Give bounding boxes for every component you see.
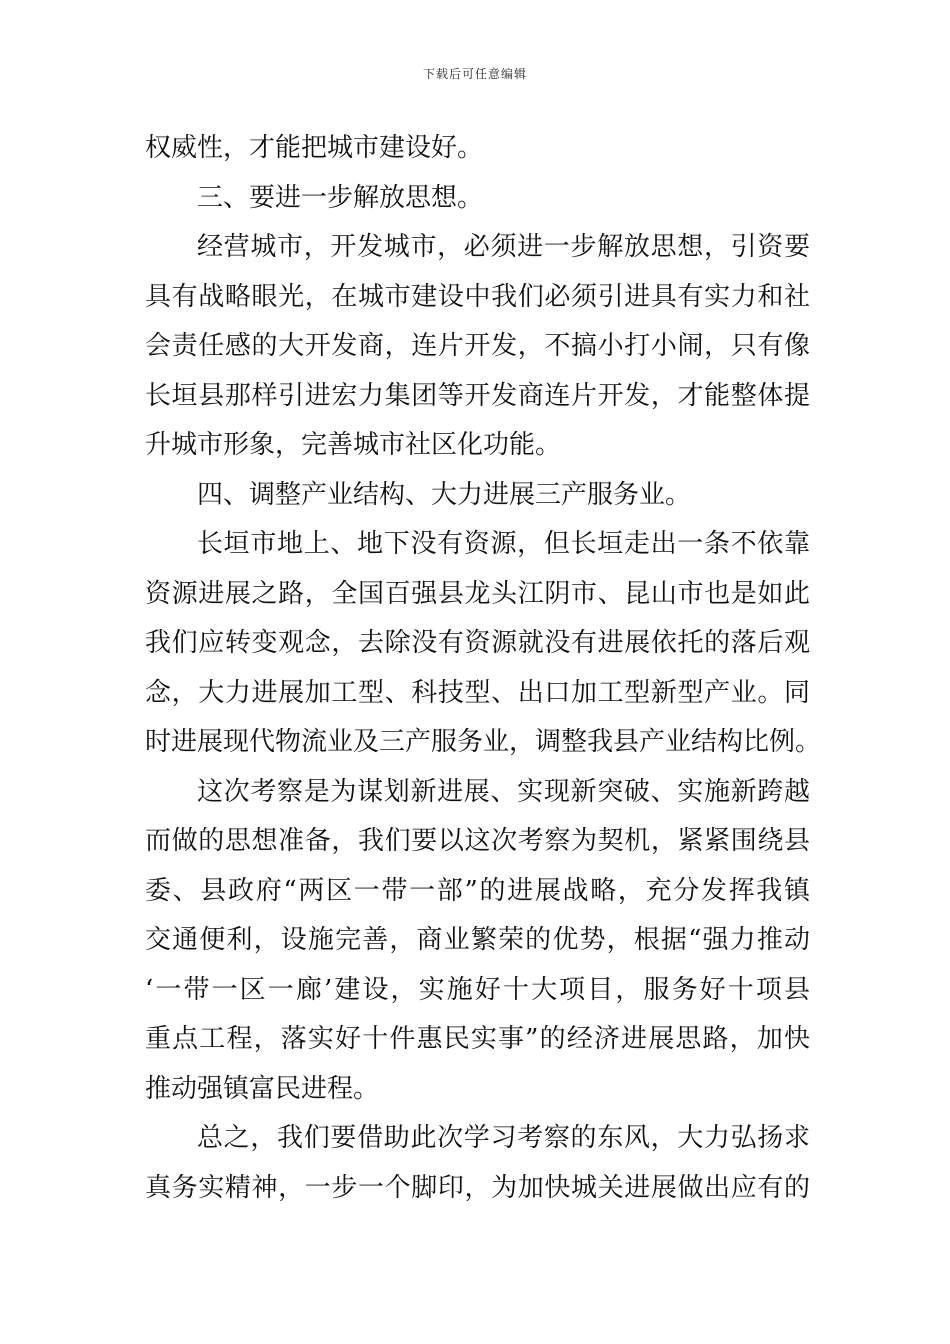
section-heading: 四、调整产业结构、大力进展三产服务业。 xyxy=(197,479,692,510)
text-line: 交通便利，设施完善，商业繁荣的优势，根据“强力推动 xyxy=(145,925,810,955)
text-line: 委、县政府“两区一带一部”的进展战略，充分发挥我镇 xyxy=(145,875,810,906)
text-line: 具有战略眼光，在城市建设中我们必须引进具有实力和社 xyxy=(145,281,810,312)
page-header: 下载后可任意编辑 xyxy=(422,67,527,81)
text-line: 时进展现代物流业及三产服务业，调整我县产业结构比例。 xyxy=(145,727,822,757)
text-line: 长垣市地上、地下没有资源，但长垣走出一条不依靠 xyxy=(197,529,810,559)
text-line: 念，大力进展加工型、科技型、出口加工型新型产业。同 xyxy=(145,677,810,708)
text-line: 总之，我们要借助此次学习考察的东风，大力弘扬求 xyxy=(197,1123,810,1153)
text-line: ‘一带一区一廊’建设，实施好十大项目，服务好十项县 xyxy=(145,974,810,1005)
text-line: 长垣县那样引进宏力集团等开发商连片开发，才能整体提 xyxy=(145,380,810,411)
text-line: 经营城市，开发城市，必须进一步解放思想，引资要 xyxy=(197,232,810,262)
text-line: 我们应转变观念，去除没有资源就没有进展依托的落后观 xyxy=(145,628,810,658)
section-heading: 三、要进一步解放思想。 xyxy=(197,182,484,213)
text-line: 升城市形象，完善城市社区化功能。 xyxy=(145,430,562,460)
text-line: 真务实精神，一步一个脚印，为加快城关进展做出应有的 xyxy=(145,1172,810,1203)
text-line: 而做的思想准备，我们要以这次考察为契机，紧紧围绕县 xyxy=(145,826,810,856)
text-line: 重点工程，落实好十件惠民实事”的经济进展思路，加快 xyxy=(145,1024,810,1054)
text-line: 权威性，才能把城市建设好。 xyxy=(145,133,484,163)
document-body xyxy=(145,124,822,1213)
text-line: 这次考察是为谋划新进展、实现新突破、实施新跨越 xyxy=(197,776,810,807)
text-line: 会责任感的大开发商，连片开发，不搞小打小闹，只有像 xyxy=(145,331,810,361)
text-line: 资源进展之路，全国百强县龙头江阴市、昆山市也是如此 xyxy=(145,578,810,609)
text-line: 推动强镇富民进程。 xyxy=(145,1073,380,1104)
